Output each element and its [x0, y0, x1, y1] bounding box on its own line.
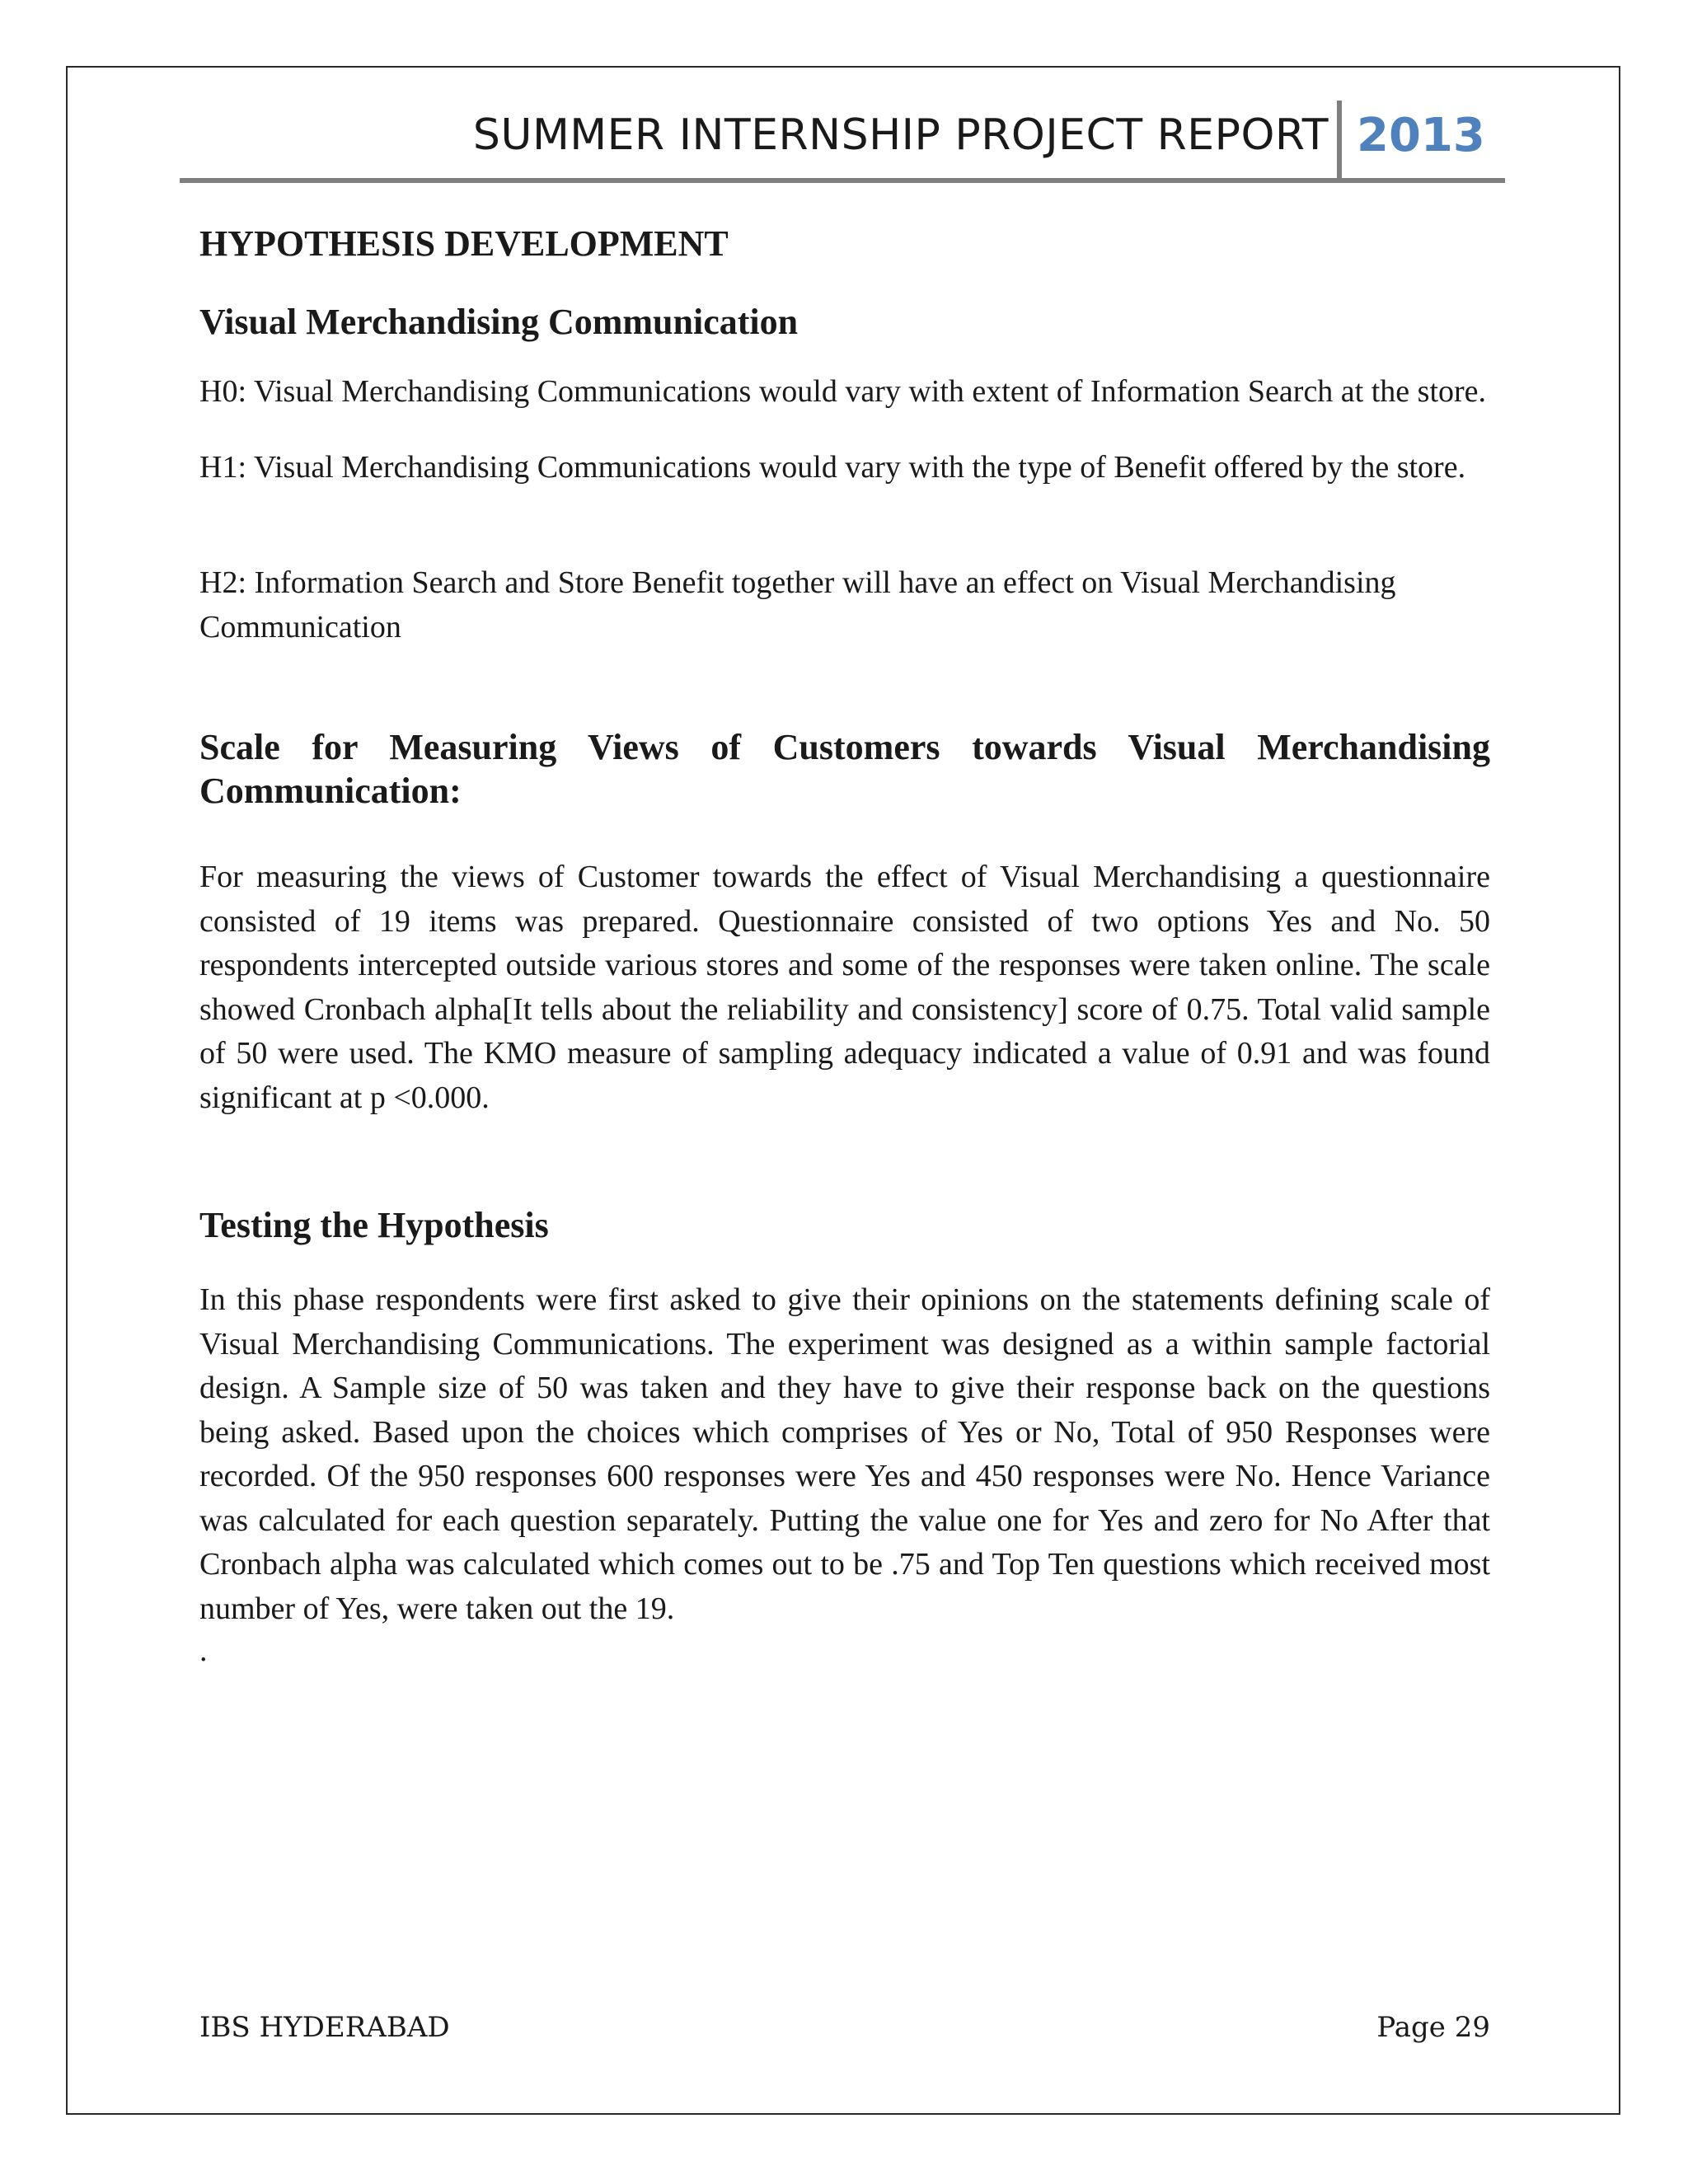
subsection-heading-vmc: Visual Merchandising Communication [199, 302, 799, 342]
header-rule [180, 178, 1505, 183]
testing-section-paragraph: In this phase respondents were first asked to give their opinions on the statements defining scale of Visual Merchandising Communications. The experiment was designed as a within sample factorial design. A Sample size of 50 was taken and they have to give their response back on the questions being asked. Based upon the choices which comprises of Yes or No, Total of 950 Responses were recorded. Of the 950 responses 600 responses were Yes and 450 responses were No. Hence Variance was calculated for each question separately. Putting the value one for Yes and zero for No After that Cronbach alpha was calculated which comes out to be .75 and Top Ten questions which received most number of Yes, were taken out the 19. [199, 1282, 1490, 1626]
hypothesis-h1: H1: Visual Merchandising Communications would vary with the type of Benefit offered by the store. [199, 450, 1466, 485]
footer-page-number: Page 29 [1376, 2011, 1490, 2044]
scale-section-heading: Scale for Measuring Views of Customers towards Visual Merchandising Communication: [199, 727, 1490, 811]
section-heading-hypothesis-development: HYPOTHESIS DEVELOPMENT [199, 223, 729, 264]
hypothesis-h0: H0: Visual Merchandising Communications would vary with extent of Information Search at the store. [199, 374, 1487, 409]
footer-institution: IBS HYDERABAD [199, 2011, 450, 2044]
trailing-dot: . [199, 1633, 208, 1668]
scale-section-paragraph: For measuring the views of Customer towards the effect of Visual Merchandising a questionnaire consisted of 19 items was prepared. Questionnaire consisted of two options Yes and No. 50 respondents intercepted outside various stores and some of the responses were taken online. The scale showed Cronbach alpha[It tells about the reliability and consistency] score of 0.75. Total valid sample of 50 were used. The KMO measure of sampling adequacy indicated a value of 0.91 and was found significant at p <0.000. [199, 860, 1490, 1115]
header-title: SUMMER INTERNSHIP PROJECT REPORT [472, 110, 1329, 160]
hypothesis-h2: H2: Information Search and Store Benefit together will have an effect on Visual Merchandising Communication [199, 565, 1396, 644]
page-header [180, 101, 1505, 183]
header-separator [1337, 101, 1342, 180]
page-content [199, 216, 1490, 1671]
testing-section-heading: Testing the Hypothesis [199, 1205, 549, 1245]
header-year: 2013 [1357, 109, 1485, 162]
